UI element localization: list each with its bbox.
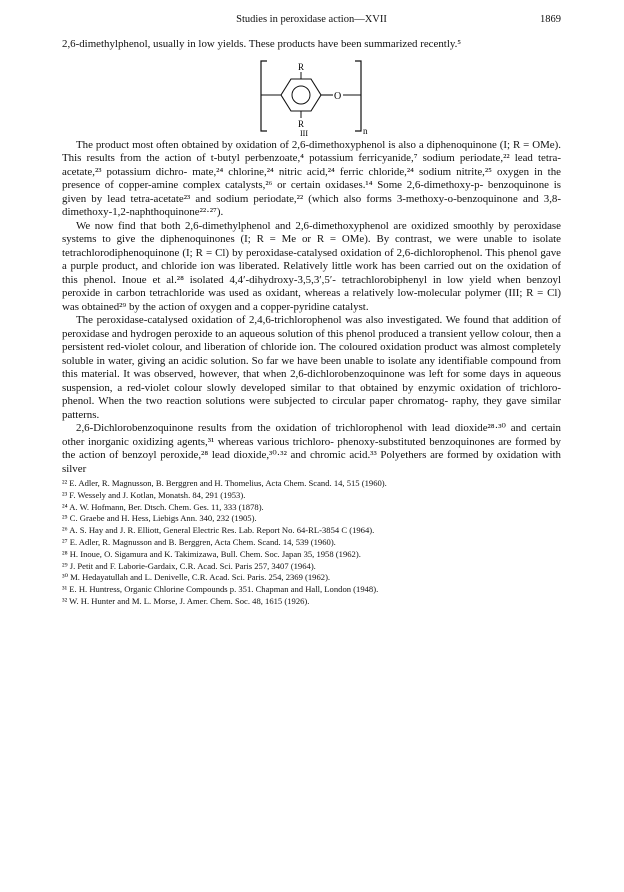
chemical-structure-polymer	[62, 55, 561, 137]
paragraph-intro: 2,6-dimethylphenol, usually in low yields. These products have been summarized recently.⁵	[62, 38, 462, 50]
reference-item: ²⁴ A. W. Hofmann, Ber. Dtsch. Chem. Ges. 11, 333 (1878).	[62, 501, 264, 512]
article-body	[62, 38, 561, 476]
paragraph-dimethoxyphenol: The product most often obtained by oxidation of 2,6-dimethoxyphenol is also a diphenoquinone (I; R = OMe). This results from the action of t-butyl perbenzoate,⁴ potassium ferricyanide,⁷ sodium periodate,²² lead tetra-acetate,²³ potassium dichro- mate,²⁴ chlorine,²⁴ nitric acid,²⁴ ferric chloride,²⁴ sodium nitrite,²⁵ oxygen in the presence of copper-amine complex catalysts,²⁶ or certain oxidases.¹⁴ Some 2,6-dimethoxy-p- benzoquinone is given by lead tetra-acetate²³ and sodium periodate,²² (which also forms 3-methoxy-o-benzoquinone and 3,8-dimethoxy-1,2-naphthoquinone²²·²⁷).	[62, 138, 562, 218]
paragraph-dichlorobenzoquinone: 2,6-Dichlorobenzoquinone results from the oxidation of trichlorophenol with lead dioxide²⁸·³⁰ and certain other inorganic oxidizing agents,³¹ whereas various trichloro- phenoxy-substituted benzoquinones are formed by the action of benzoyl peroxide,²⁸ lead dioxide,³⁰·³² and chromic acid.³³ Polyethers are formed by oxidation with silver	[62, 422, 561, 475]
reference-item: ³² W. H. Hunter and M. L. Morse, J. Amer. Chem. Soc. 48, 1615 (1926).	[62, 595, 310, 606]
oxygen-atom-label: O	[333, 90, 341, 102]
reference-item: ²⁶ A. S. Hay and J. R. Elliott, General Electric Res. Lab. Report No. 64-RL-3854 C (1964).	[62, 525, 375, 536]
running-title: Studies in peroxidase action—XVII	[236, 14, 387, 25]
left-bracket-icon	[261, 61, 267, 131]
polyphenylene-ether-structure	[237, 55, 387, 137]
substituent-top-label: R	[297, 61, 304, 72]
paragraph-trichlorophenol: The peroxidase-catalysed oxidation of 2,4,6-trichlorophenol was also investigated. We found that addition of peroxidase and hydrogen peroxide to an aqueous solution of this phenol produced a transient yellow colour, then a persistent red-violet colour, and liberation of chloride ion. The coloured oxidation product was almost completely soluble in water, giving an acidic solution. So far we have been unable to isolate any identifiable compound from this material. It was observed, however, that when 2,6-dichlorobenzoquinone was left for some days in aqueous suspension, a red-violet colour slowly developed similar to that obtained by enzymic oxidation of trichloro- phenol. When the two reaction solutions were subjected to circular paper chromatog- raphy, they gave similar patterns.	[62, 314, 562, 421]
benzene-ring-icon	[281, 79, 321, 111]
reference-item: ³¹ E. H. Huntress, Organic Chlorine Compounds p. 351. Chapman and Hall, London (1948).	[62, 584, 379, 595]
substituent-bottom-label: R	[297, 118, 304, 129]
reference-item: ³⁰ M. Hedayatullah and L. Denivelle, C.R. Acad. Sci. Paris. 254, 2369 (1962).	[62, 572, 331, 583]
reference-item: ²⁷ E. Adler, R. Magnusson and B. Berggren, Acta Chem. Scand. 14, 539 (1960).	[62, 536, 336, 547]
running-header	[62, 14, 561, 28]
right-bracket-icon	[355, 61, 361, 131]
footnote-references	[62, 478, 561, 608]
page-number: 1869	[540, 14, 561, 25]
journal-page	[62, 14, 561, 608]
reference-item: ²⁵ C. Graebe and H. Hess, Liebigs Ann. 340, 232 (1905).	[62, 513, 257, 524]
paragraph-peroxidase-systems: We now find that both 2,6-dimethylphenol and 2,6-dimethoxyphenol are oxidized smoothly by peroxidase systems to give the diphenoquinones (I; R = Me or R = OMe). By contrast, we were unable to isolate tetrachlorodiphenoquinone (I; R = Cl) by peroxidase-catalysed oxidation of 2,6-dichlorophenol. This phenol gave a purple product, and chloride ion was liberated. Relatively little work has been carried out on the oxidation of this phenol. Inoue et al.²⁸ isolated 4,4′-dihydroxy-3,5,3′,5′- tetrachlorobiphenyl in low yield when benzoyl peroxide in carbon tetrachloride was used as oxidant, whereas a relatively low-molecular polymer (III; R = Cl) was obtained²⁹ by the action of oxygen and a copper-pyridine catalyst.	[62, 219, 562, 313]
reference-item: ²⁹ J. Petit and F. Laborie-Gardaix, C.R. Acad. Sci. Paris 257, 3407 (1964).	[62, 560, 316, 571]
compound-label: III	[299, 128, 308, 137]
reference-item: ²³ F. Wessely and J. Kotlan, Monatsh. 84, 291 (1953).	[62, 489, 246, 500]
repeat-subscript: n	[362, 125, 367, 136]
reference-item: ²⁸ H. Inoue, O. Sigamura and K. Takimizawa, Bull. Chem. Soc. Japan 35, 1958 (1962).	[62, 548, 361, 559]
reference-item: ²² E. Adler, R. Magnusson, B. Berggren and H. Thomelius, Acta Chem. Scand. 14, 515 (1960).	[62, 478, 387, 488]
